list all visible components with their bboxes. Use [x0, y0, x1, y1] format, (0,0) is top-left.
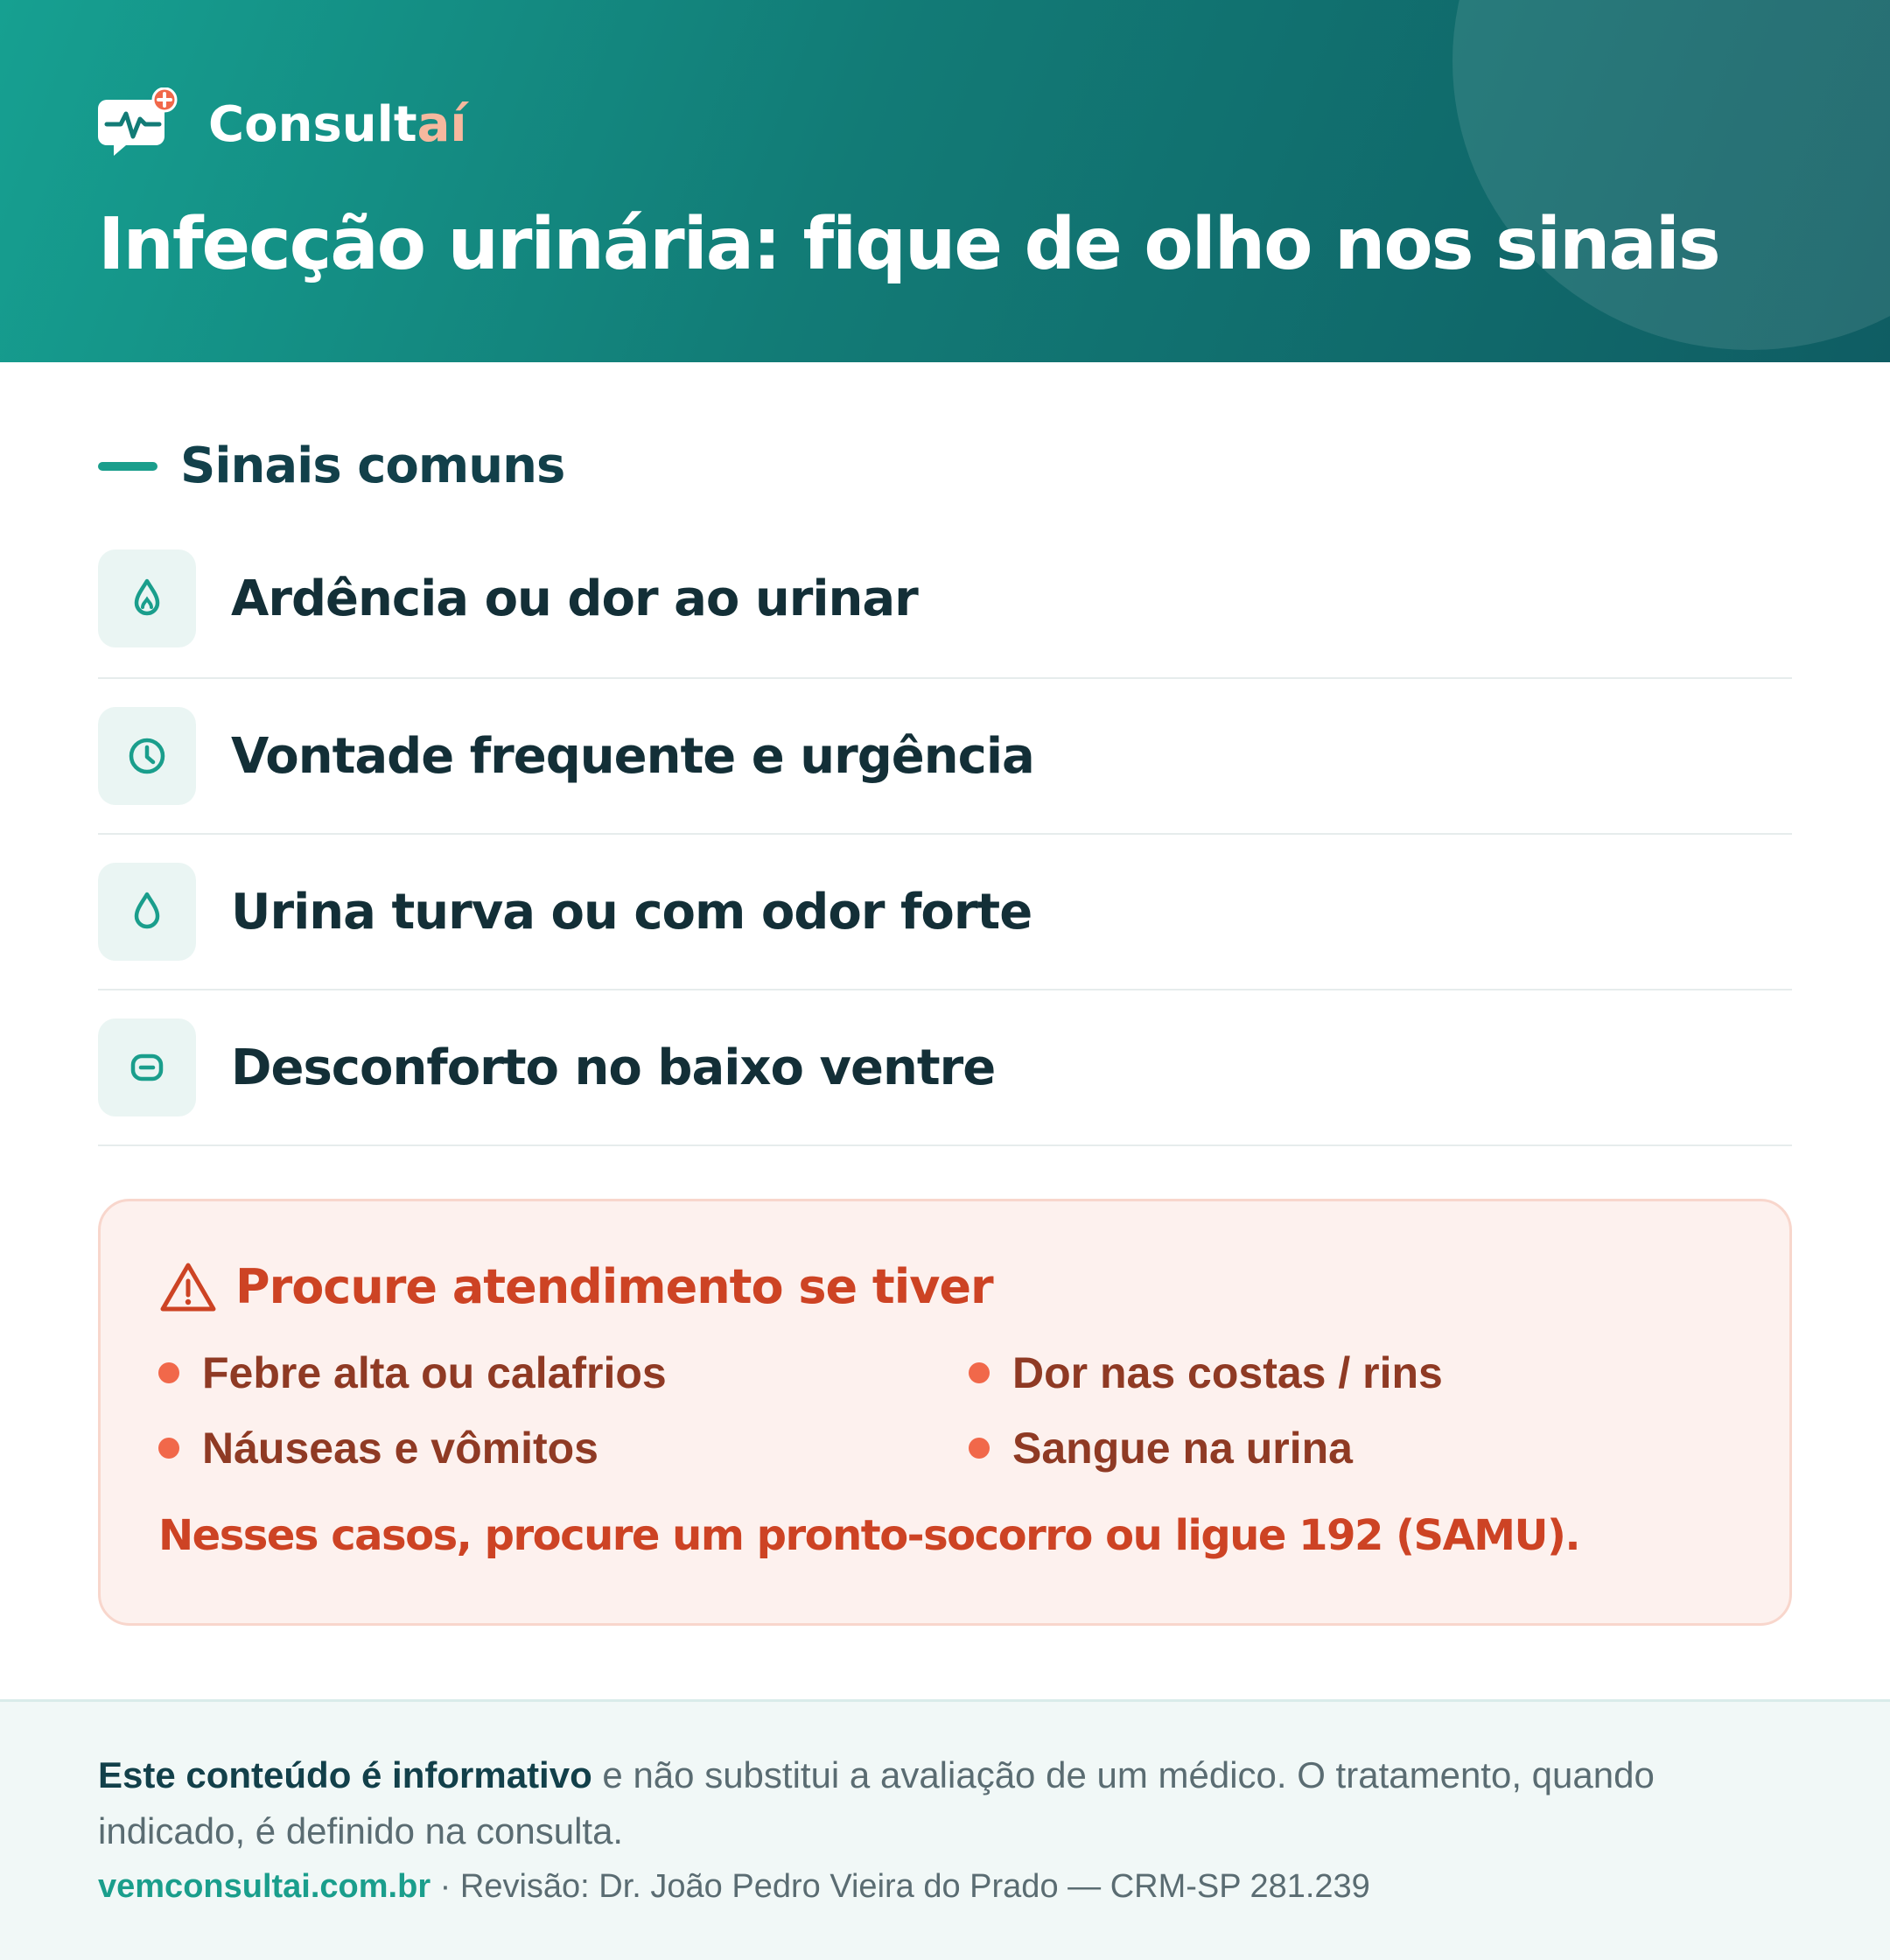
page-title: Infecção urinária: fique de olho nos sinais: [98, 203, 1719, 286]
list-item: [98, 990, 1792, 1146]
bullet-dot: [158, 1362, 179, 1383]
sign-label: Ardência ou dor ao urinar: [231, 570, 918, 627]
bullet-dot: [158, 1438, 179, 1459]
decorative-circle: [1452, 0, 1890, 350]
alert-item: [969, 1424, 1756, 1473]
sign-label: Vontade frequente e urgência: [231, 727, 1034, 785]
sign-label: Urina turva ou com odor forte: [231, 883, 1032, 941]
list-item: [98, 835, 1792, 990]
review-credit: · Revisão: Dr. João Pedro Vieira do Prado — CRM-SP 281.239: [430, 1868, 1370, 1905]
alert-box: [98, 1199, 1792, 1626]
alert-item-text: Febre alta ou calafrios: [202, 1348, 667, 1397]
site-link[interactable]: vemconsultai.com.br: [98, 1868, 431, 1905]
footer-disclaimer: [98, 1747, 1796, 1859]
alert-item: [158, 1424, 969, 1473]
alert-header: [158, 1259, 993, 1314]
drop-burning-icon: [122, 574, 172, 623]
minus-square-icon: [122, 1043, 172, 1092]
list-item: [98, 679, 1792, 835]
brand-name: Consultaí: [208, 95, 467, 153]
brand[interactable]: [98, 88, 467, 161]
alert-item-text: Sangue na urina: [1012, 1424, 1353, 1473]
bullet-dot: [969, 1438, 990, 1459]
footer-disclaimer-strong: Este conteúdo é informativo: [98, 1754, 592, 1796]
section-dash: [98, 462, 158, 471]
clock-icon: [122, 732, 172, 780]
alert-note: Nesses casos, procure um pronto-socorro ou ligue 192 (SAMU).: [158, 1511, 1580, 1560]
sign-label: Desconforto no baixo ventre: [231, 1039, 996, 1096]
chat-heartbeat-plus-icon: [98, 88, 178, 161]
bullet-dot: [969, 1362, 990, 1383]
sign-icon-box: [98, 550, 196, 648]
alert-item: [969, 1348, 1756, 1397]
alert-title: Procure atendimento se tiver: [235, 1259, 993, 1314]
section-heading: [98, 438, 564, 494]
alert-item-text: Dor nas costas / rins: [1012, 1348, 1443, 1397]
drop-icon: [122, 887, 172, 936]
section-title: Sinais comuns: [180, 438, 565, 494]
footer-disclaimer-rest: e não substitui a avaliação de um médico. O tratamento, quando indicado, é definido na consulta.: [98, 1754, 1655, 1852]
footer-meta: [98, 1868, 1796, 1906]
sign-list: [98, 550, 1792, 1146]
header-banner: [0, 0, 1890, 362]
alert-list: [158, 1348, 1768, 1473]
sign-icon-box: [98, 1018, 196, 1116]
sign-icon-box: [98, 707, 196, 805]
alert-item-text: Náuseas e vômitos: [202, 1424, 598, 1473]
sign-icon-box: [98, 863, 196, 961]
list-item: [98, 550, 1792, 679]
footer: [0, 1699, 1890, 1960]
alert-item: [158, 1348, 969, 1397]
brand-name-accent: aí: [416, 95, 467, 153]
warning-icon: [158, 1260, 218, 1314]
